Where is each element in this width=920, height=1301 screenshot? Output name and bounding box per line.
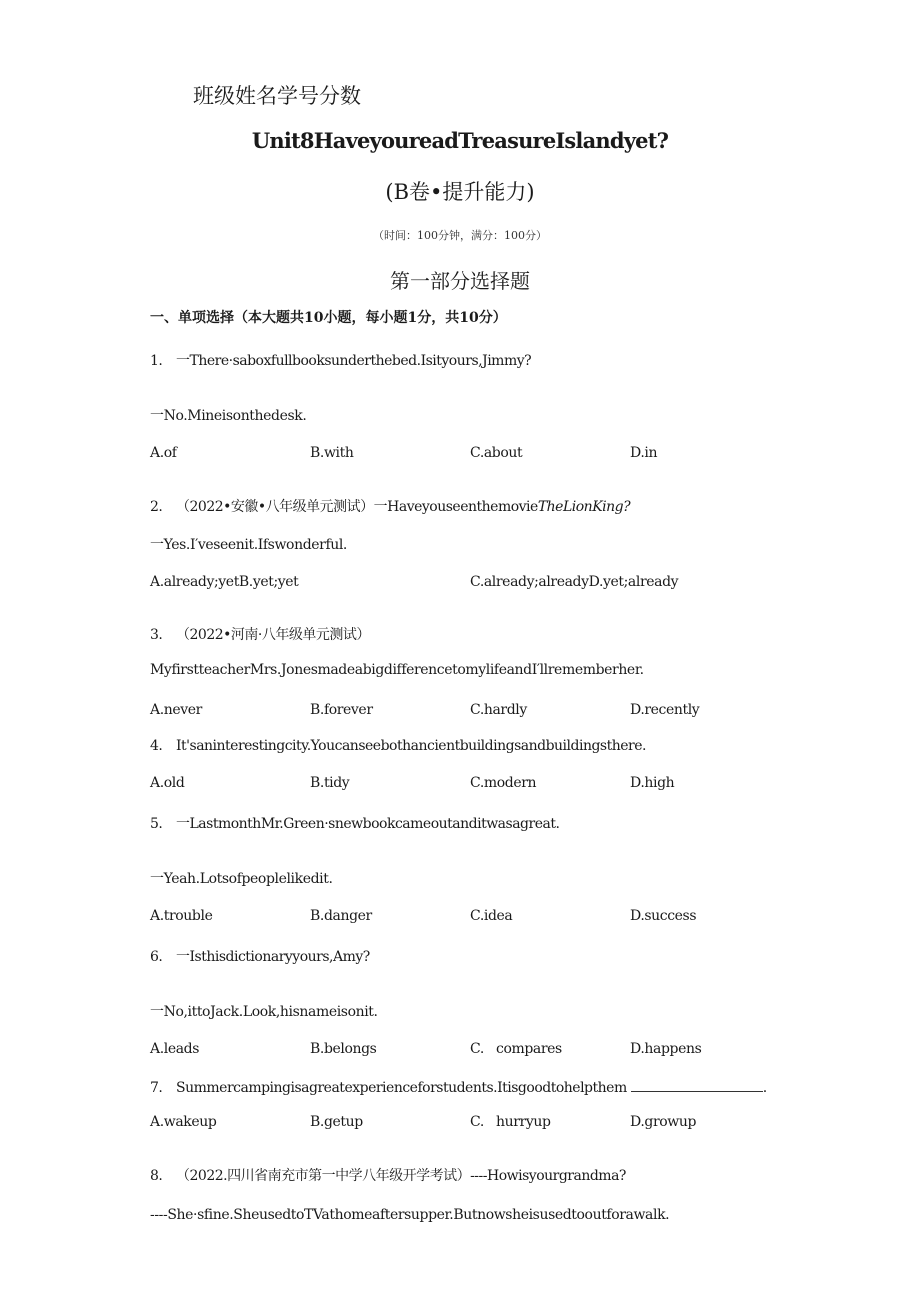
question-6-stem <box>150 946 370 966</box>
answer-blank <box>631 1077 763 1092</box>
document-subtitle: (B卷•提升能力) <box>385 180 535 204</box>
question-2-options-ab: A.already;yetB.yet;yet <box>150 574 299 590</box>
question-7-stem: 7. Summercampingisagreatexperienceforstudents.Itisgoodtohelpthem . <box>150 1077 767 1096</box>
document-title: Unit8HaveyoureadTreasureIslandyet? <box>251 128 669 153</box>
question-8-stem <box>150 1165 626 1185</box>
question-text: 一There·saboxfullbooksunderthebed.Isityours,Jimmy? <box>176 353 532 369</box>
section-heading: 一、单项选择（本大题共10小题，每小题1分，共10分） <box>150 310 507 326</box>
question-7-option-b: B.getup <box>310 1114 363 1130</box>
question-7-option-d: D.growup <box>630 1114 697 1130</box>
movie-title: TheLionKing? <box>537 499 631 515</box>
question-7-option-c: C. hurryup <box>470 1114 551 1130</box>
question-1-answer: 一No.Mineisonthedesk. <box>150 408 307 424</box>
question-6-option-d: D.happens <box>630 1041 702 1057</box>
part-heading: 第一部分选择题 <box>390 269 530 293</box>
question-6-option-c: C. compares <box>470 1041 562 1057</box>
question-3-option-d: D.recently <box>630 702 700 718</box>
header-info-line: 班级姓名学号分数 <box>193 84 361 108</box>
question-number: 4. <box>150 738 163 754</box>
question-2-options-cd: C.already;alreadyD.yet;already <box>470 574 679 590</box>
question-1-stem <box>150 350 531 370</box>
question-5-option-b: B.danger <box>310 908 372 924</box>
question-5-option-a: A.trouble <box>150 908 213 924</box>
question-text: （2022•安徽•八年级单元测试）一Haveyouseenthemovie <box>176 499 538 515</box>
question-8-answer: ----She·sfine.SheusedtoTVathomeaftersupper.Butnowsheisusedtooutforawalk. <box>150 1207 670 1223</box>
question-5-answer: 一Yeah.Lotsofpeoplelikedit. <box>150 871 333 887</box>
question-4-option-c: C.modern <box>470 775 537 791</box>
question-5-stem <box>150 813 559 833</box>
question-3-option-b: B.forever <box>310 702 373 718</box>
question-text: 一Isthisdictionaryyours,Amy? <box>176 949 370 965</box>
question-number: 3. <box>150 627 163 643</box>
question-1-option-c: C.about <box>470 445 523 461</box>
question-7-option-a: A.wakeup <box>150 1114 217 1130</box>
question-4-option-b: B.tidy <box>310 775 350 791</box>
question-2-answer: 一Yes.I′veseenit.Ifswonderful. <box>150 537 347 553</box>
question-3-sentence: MyfirstteacherMrs.JonesmadeabigdifferencetomylifeandI′llrememberher. <box>150 662 644 678</box>
question-text: It'saninterestingcity.Youcanseebothancientbuildingsandbuildingsthere. <box>176 738 646 754</box>
question-5-option-d: D.success <box>630 908 697 924</box>
question-text: （2022.四川省南充市第一中学八年级开学考试）----Howisyourgrandma? <box>176 1168 626 1184</box>
question-number: 1. <box>150 353 163 369</box>
question-1-option-a: A.of <box>150 445 177 461</box>
question-4-option-a: A.old <box>150 775 185 791</box>
question-6-answer: 一No,ittoJack.Look,hisnameisonit. <box>150 1004 378 1020</box>
question-number: 7. <box>150 1080 163 1096</box>
question-number: 5. <box>150 816 163 832</box>
question-2-stem <box>150 496 630 516</box>
question-3-stem <box>150 624 370 644</box>
time-note: （时间：100分钟，满分：100分） <box>373 229 547 242</box>
question-4-stem <box>150 738 646 754</box>
question-text: （2022•河南·八年级单元测试） <box>176 627 370 643</box>
question-text: Summercampingisagreatexperienceforstudents.Itisgoodtohelpthem <box>176 1080 627 1096</box>
question-5-option-c: C.idea <box>470 908 513 924</box>
question-1-option-d: D.in <box>630 445 658 461</box>
question-1-option-b: B.with <box>310 445 354 461</box>
question-3-option-c: C.hardly <box>470 702 527 718</box>
question-6-option-a: A.leads <box>150 1041 200 1057</box>
question-number: 8. <box>150 1168 163 1184</box>
question-4-option-d: D.high <box>630 775 675 791</box>
question-text: 一LastmonthMr.Green·snewbookcameoutanditwasagreat. <box>176 816 560 832</box>
question-number: 6. <box>150 949 163 965</box>
question-number: 2. <box>150 499 163 515</box>
question-6-option-b: B.belongs <box>310 1041 377 1057</box>
question-3-option-a: A.never <box>150 702 202 718</box>
